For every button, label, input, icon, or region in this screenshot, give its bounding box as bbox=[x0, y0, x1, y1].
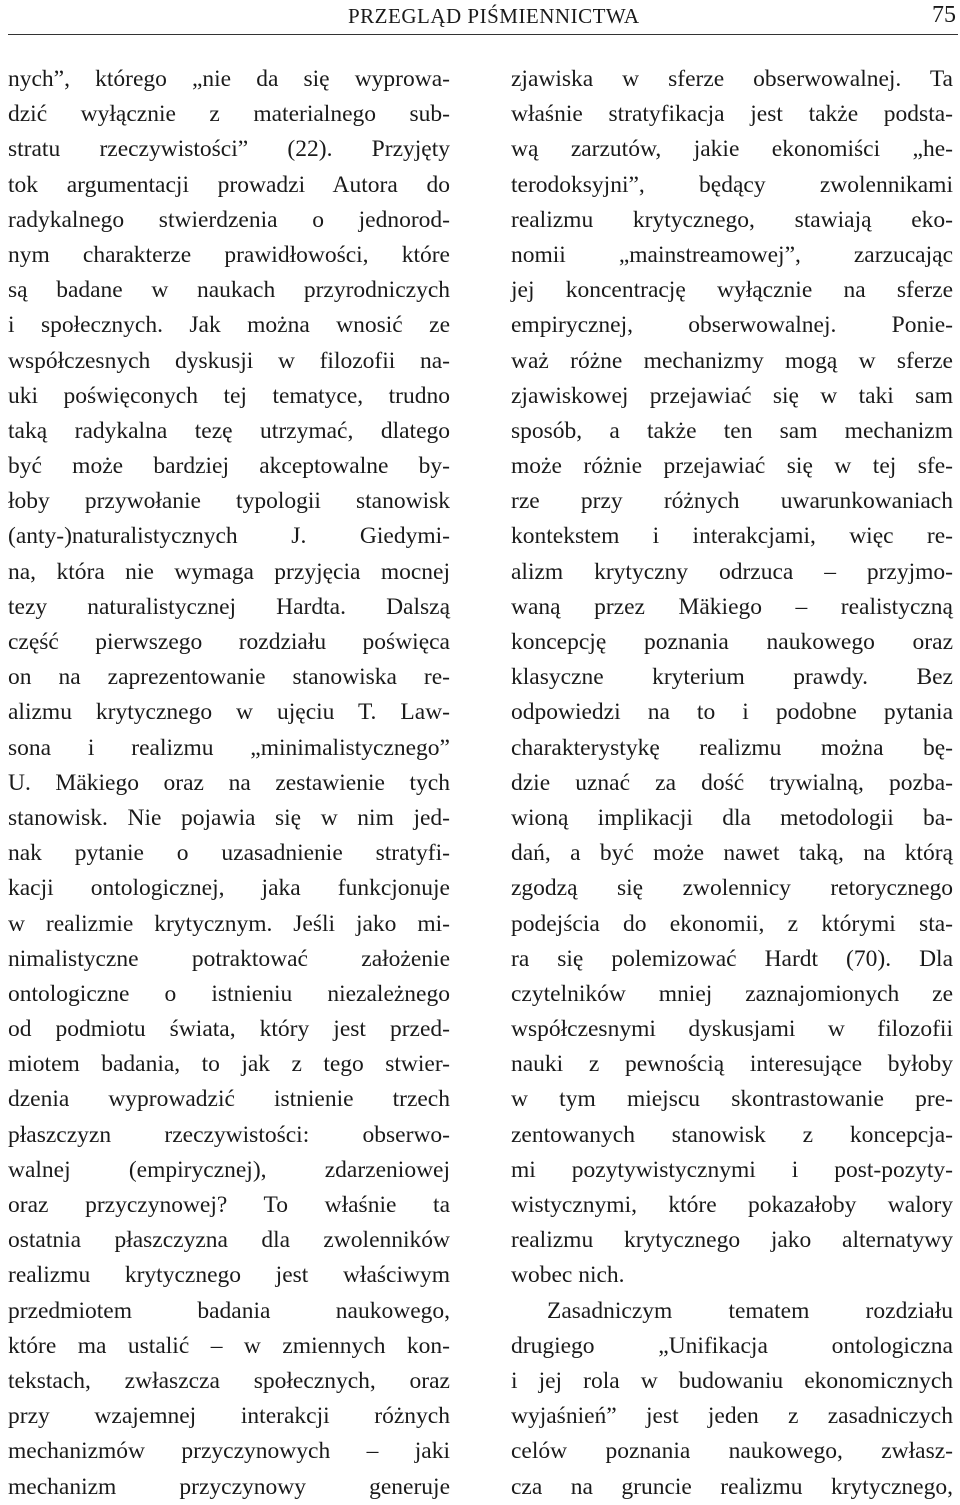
text-line: celów poznania naukowego, zwłasz- bbox=[511, 1438, 953, 1465]
text-line: taką radykalna tezę utrzymać, dlatego bbox=[8, 417, 450, 444]
text-line: wą zarzutów, jakie ekonomiści „he- bbox=[511, 136, 953, 163]
text-line: płaszczyzn rzeczywistości: obserwo- bbox=[8, 1121, 450, 1148]
text-line: miotem badania, to jak z tego stwier- bbox=[8, 1051, 450, 1078]
text-line: tok argumentacji prowadzi Autora do bbox=[8, 171, 450, 198]
text-line: zjawiska w sferze obserwowalnej. Ta bbox=[511, 66, 953, 92]
text-line: nak pytanie o uzasadnienie stratyfi- bbox=[8, 840, 450, 867]
text-line: dzie uznać za dość trywialną, pozba- bbox=[511, 769, 953, 796]
text-line: wioną implikacji dla metodologii ba- bbox=[511, 804, 953, 831]
text-line: waż różne mechanizmy mogą w sferze bbox=[511, 347, 953, 374]
text-line: rze przy różnych uwarunkowaniach bbox=[511, 488, 953, 515]
text-line: cza na gruncie realizmu krytycznego, bbox=[511, 1473, 953, 1500]
text-line: czytelników mniej zaznajomionych ze bbox=[511, 980, 953, 1007]
text-line: koncepcję poznania naukowego oraz bbox=[511, 629, 953, 655]
running-header bbox=[8, 0, 958, 35]
text-line: kontekstem i interakcjami, więc re- bbox=[511, 523, 953, 550]
text-line: on na zaprezentowanie stanowiska re- bbox=[8, 664, 450, 691]
text-line: sposób, a także ten sam mechanizm bbox=[511, 417, 953, 444]
running-title: PRZEGLĄD PIŚMIENNICTWA bbox=[348, 4, 640, 28]
text-line: przedmiotem badania naukowego, bbox=[8, 1297, 450, 1324]
text-line: ostatnia płaszczyzna dla zwolenników bbox=[8, 1227, 450, 1254]
text-line: nych”, którego „nie da się wyprowa- bbox=[8, 66, 450, 92]
text-line: (anty-)naturalistycznych J. Giedymi- bbox=[8, 523, 450, 550]
text-line: tezy naturalistycznej Hardta. Dalszą bbox=[8, 593, 450, 620]
text-line: dań, a być może nawet taką, na którą bbox=[511, 840, 953, 867]
text-line: zjawiskowej przejawiać się w taki sam bbox=[511, 382, 953, 409]
text-line: ra się polemizować Hardt (70). Dla bbox=[511, 945, 953, 972]
left-text-column bbox=[8, 62, 450, 1505]
text-line: waną przez Mäkiego – realistyczną bbox=[511, 593, 953, 620]
text-line: drugiego „Unifikacja ontologiczna bbox=[511, 1332, 953, 1359]
text-line: alizm krytyczny odrzuca – przyjmo- bbox=[511, 558, 953, 585]
text-line: tekstach, zwłaszcza społecznych, oraz bbox=[8, 1367, 450, 1394]
text-line: radykalnego stwierdzenia o jednorod- bbox=[8, 206, 450, 233]
text-line: realizmu krytycznego, stawiają eko- bbox=[511, 206, 953, 233]
text-line: odpowiedzi na to i podobne pytania bbox=[511, 699, 953, 726]
text-line: dzić wyłącznie z materialnego sub- bbox=[8, 101, 450, 128]
right-text-column bbox=[511, 62, 953, 1505]
text-line: współczesnych dyskusji w filozofii na- bbox=[8, 347, 450, 374]
text-line: które ma ustalić – w zmiennych kon- bbox=[8, 1332, 450, 1359]
text-line: realizmu krytycznego jest właściwym bbox=[8, 1262, 450, 1289]
text-line: kacji ontologicznej, jaka funkcjonuje bbox=[8, 875, 450, 902]
text-line: w tym miejscu skontrastowanie pre- bbox=[511, 1086, 953, 1113]
text-line: są badane w naukach przyrodniczych bbox=[8, 277, 450, 304]
text-line: podejścia do ekonomii, z którymi sta- bbox=[511, 910, 953, 937]
text-line: stanowisk. Nie pojawia się w nim jed- bbox=[8, 804, 450, 831]
text-line: nomii „mainstreamowej”, zarzucając bbox=[511, 241, 953, 268]
text-line: dzenia wyprowadzić istnienie trzech bbox=[8, 1086, 450, 1113]
text-line: zgodzą się zwolennicy retorycznego bbox=[511, 875, 953, 902]
text-line: ontologiczne o istnieniu niezależnego bbox=[8, 980, 450, 1007]
text-line: realizmu krytycznego jako alternatywy bbox=[511, 1227, 953, 1254]
text-line: charakterystykę realizmu można bę- bbox=[511, 734, 953, 761]
text-line: w realizmie krytycznym. Jeśli jako mi- bbox=[8, 910, 450, 937]
text-line: łoby przywołanie typologii stanowisk bbox=[8, 488, 450, 515]
page-number: 75 bbox=[932, 2, 956, 28]
text-line: Zasadniczym tematem rozdziału bbox=[547, 1297, 953, 1324]
text-line: terodoksyjni”, będący zwolennikami bbox=[511, 171, 953, 198]
text-line: empirycznej, obserwowalnej. Ponie- bbox=[511, 312, 953, 339]
text-line: współczesnymi dyskusjami w filozofii bbox=[511, 1016, 953, 1043]
text-line: może różnie przejawiać się w tej sfe- bbox=[511, 453, 953, 480]
text-line: stratu rzeczywistości” (22). Przyjęty bbox=[8, 136, 450, 163]
text-line: jej koncentrację wyłącznie na sferze bbox=[511, 277, 953, 304]
text-line: nym charakterze prawidłowości, które bbox=[8, 241, 450, 268]
text-line: U. Mäkiego oraz na zestawienie tych bbox=[8, 769, 450, 796]
text-line: właśnie stratyfikacja jest także podsta- bbox=[511, 101, 953, 128]
text-line: na, która nie wymaga przyjęcia mocnej bbox=[8, 558, 450, 585]
text-line: wistycznymi, które pokazałoby walory bbox=[511, 1192, 953, 1218]
text-line: przy wzajemnej interakcji różnych bbox=[8, 1403, 450, 1430]
text-line: mechanizm przyczynowy generuje bbox=[8, 1473, 450, 1500]
text-line: sona i realizmu „minimalistycznego” bbox=[8, 734, 450, 761]
text-line: walnej (empirycznej), zdarzeniowej bbox=[8, 1156, 450, 1183]
text-line: i społecznych. Jak można wnosić ze bbox=[8, 312, 450, 339]
text-line: być może bardziej akceptowalne by- bbox=[8, 453, 450, 480]
text-line: mi pozytywistycznymi i post-pozyty- bbox=[511, 1156, 953, 1183]
text-line: wyjaśnień” jest jeden z zasadniczych bbox=[511, 1403, 953, 1430]
text-line: alizmu krytycznego w ujęciu T. Law- bbox=[8, 699, 450, 726]
text-line: od podmiotu świata, który jest przed- bbox=[8, 1016, 450, 1043]
text-line: część pierwszego rozdziału poświęca bbox=[8, 629, 450, 655]
text-line: mechanizmów przyczynowych – jaki bbox=[8, 1438, 450, 1465]
text-line: zentowanych stanowisk z koncepcja- bbox=[511, 1121, 953, 1148]
text-line: i jej rola w budowaniu ekonomicznych bbox=[511, 1367, 953, 1394]
text-line: nimalistyczne potraktować założenie bbox=[8, 945, 450, 972]
text-line: oraz przyczynowej? To właśnie ta bbox=[8, 1192, 450, 1218]
text-line: uki poświęconych tej tematyce, trudno bbox=[8, 382, 450, 409]
text-line: wobec nich. bbox=[511, 1262, 625, 1289]
text-line: nauki z pewnością interesujące byłoby bbox=[511, 1051, 953, 1078]
text-line: klasyczne kryterium prawdy. Bez bbox=[511, 664, 953, 691]
